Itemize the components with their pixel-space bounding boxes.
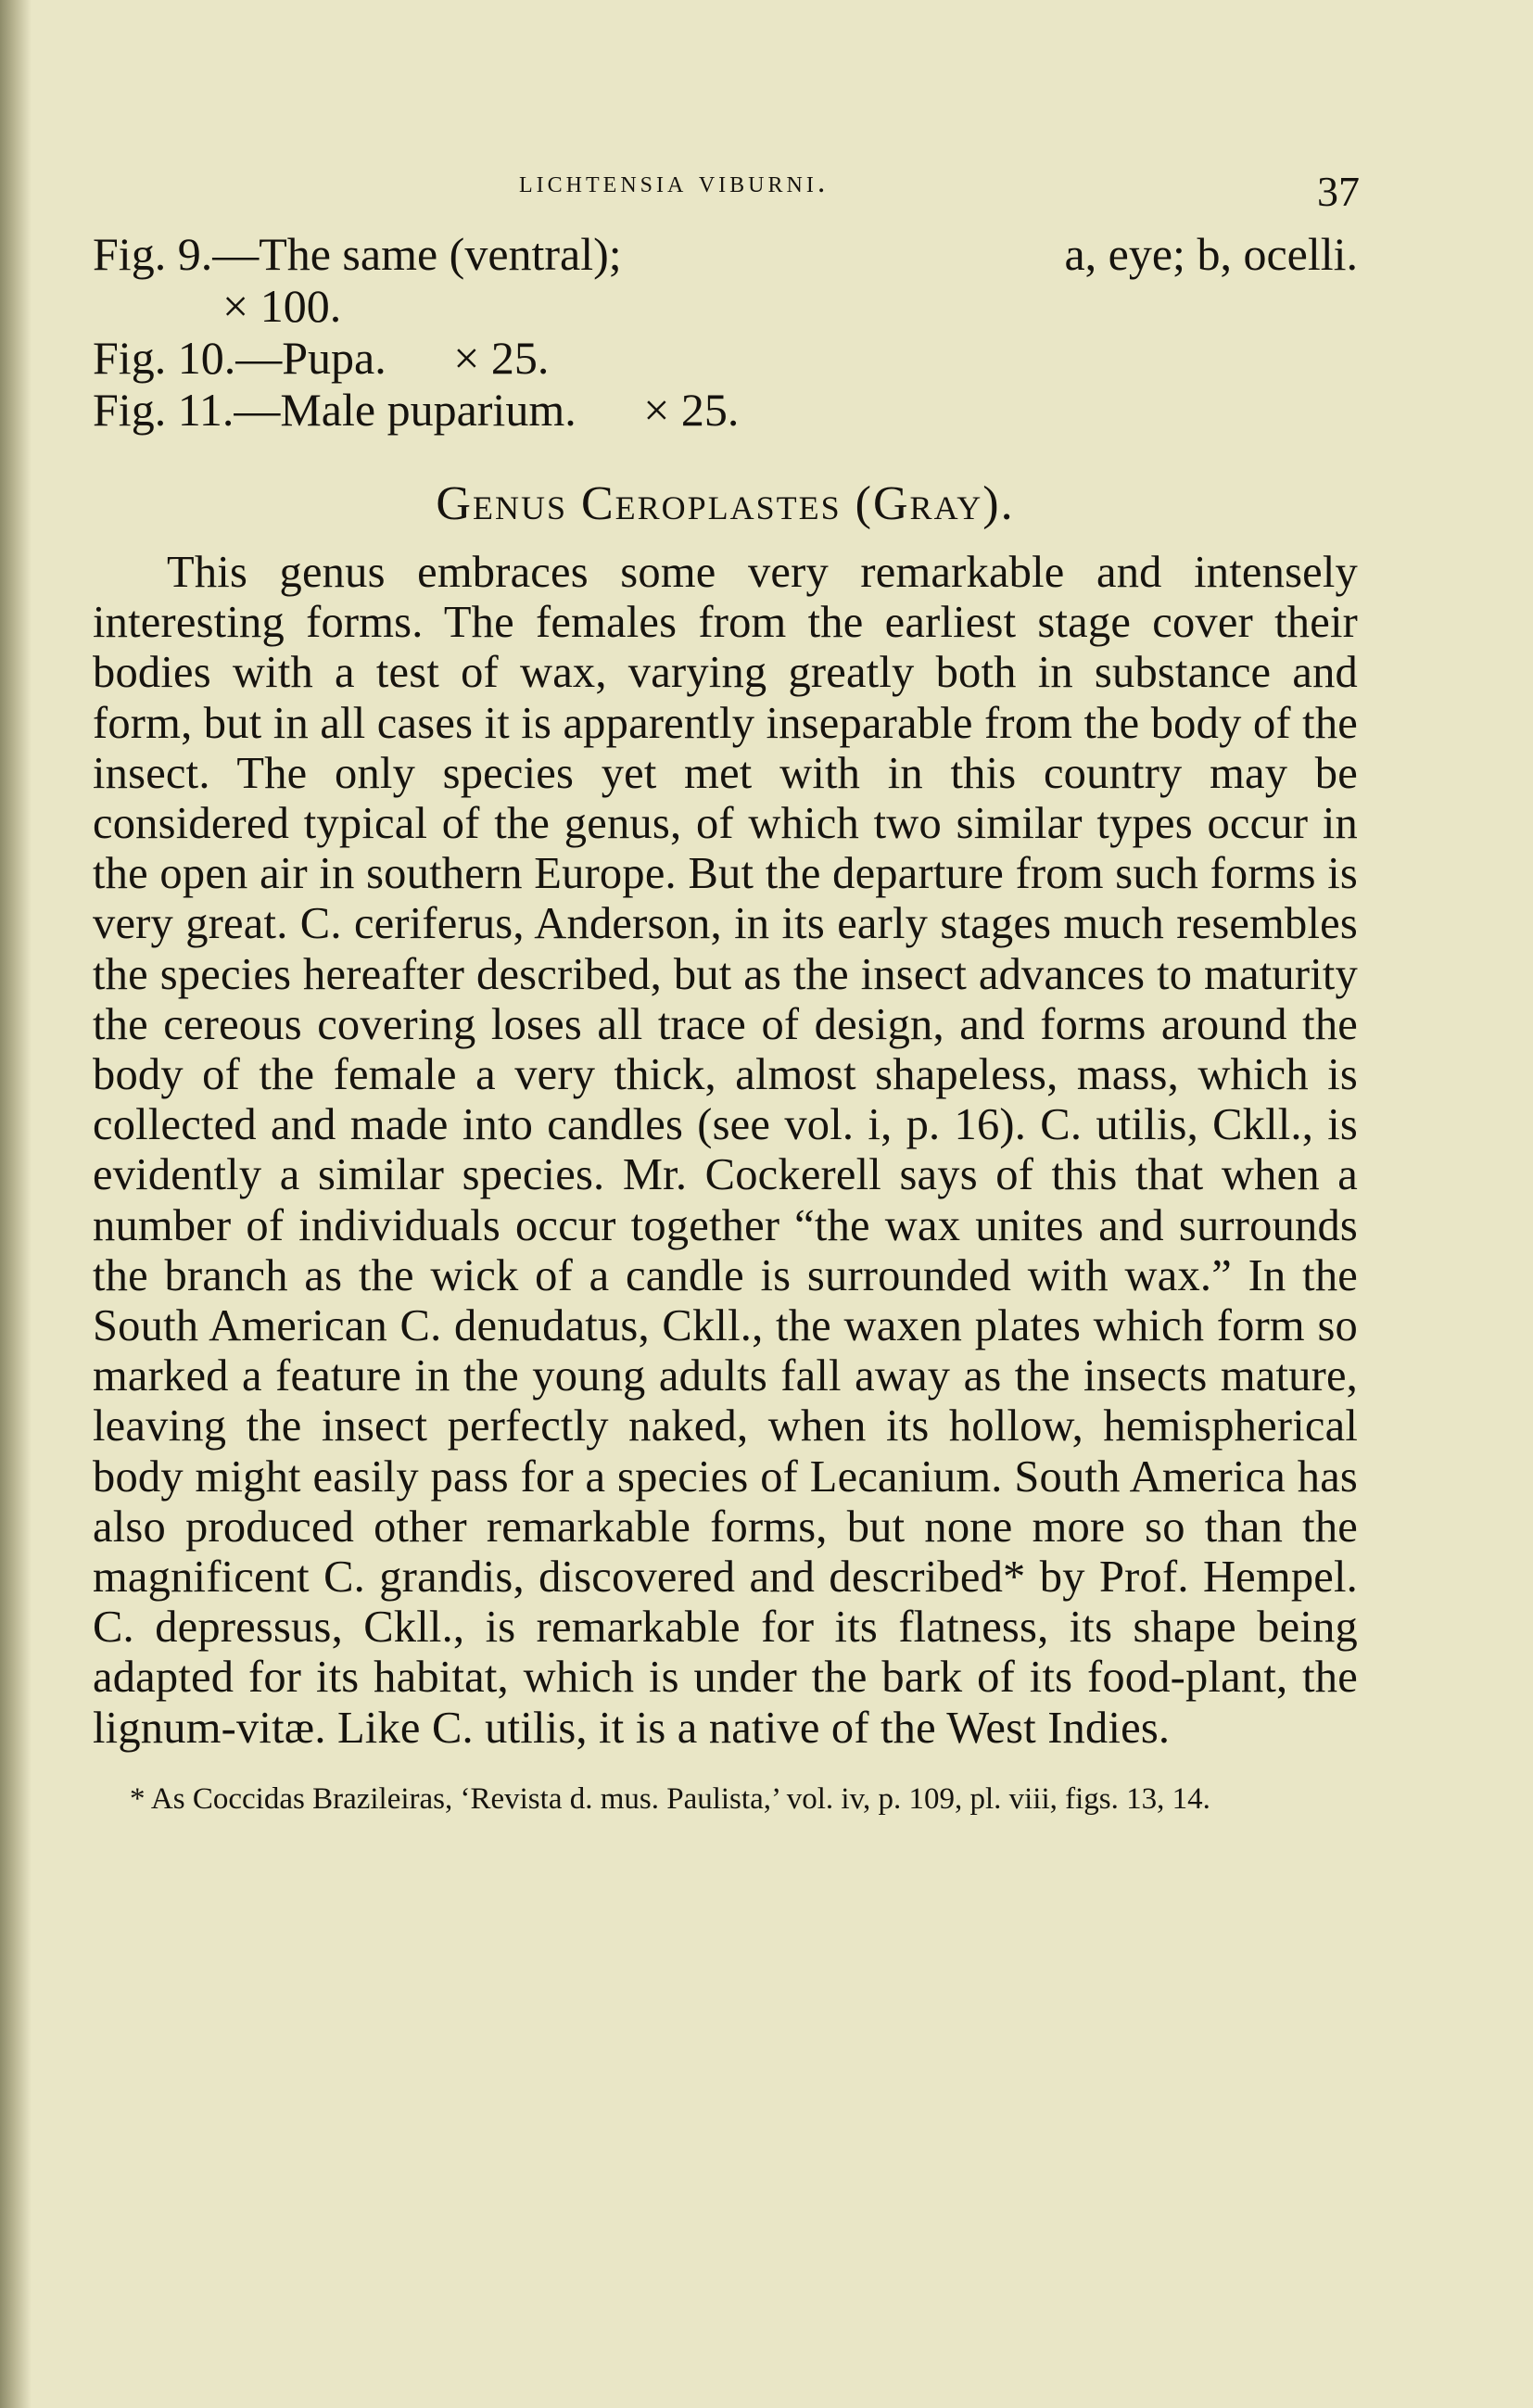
- figure-caption-detail: [1064, 228, 1358, 280]
- figure-caption-9-cont: × 100.: [222, 280, 342, 332]
- figure-captions: [93, 228, 1358, 436]
- figure-caption-detail-text: a, eye; b, ocelli.: [1064, 228, 1358, 280]
- page-number: 37: [1317, 168, 1360, 215]
- page-gutter-shadow: [0, 0, 32, 2408]
- footnote: * As Coccidas Brazileiras, ‘Revista d. mus. Paulista,’ vol. iv, p. 109, pl. viii, figs. 13, 14.: [130, 1781, 1210, 1816]
- figure-caption-label: Fig. 10.—Pupa.: [93, 332, 386, 384]
- running-title: lichtensia viburni.: [519, 165, 830, 199]
- figure-caption-9: [93, 228, 1358, 280]
- figure-caption-label: Fig. 11.—Male puparium.: [93, 384, 576, 436]
- book-page: [93, 156, 1358, 1817]
- figure-caption-detail: × 25.: [643, 384, 740, 436]
- body-paragraph: This genus embraces some very remarkable and intensely interesting forms. The females from the earliest stage cover their bodies with a test of wax, varying greatly both in substance and form, but in all cases it is apparently inseparable from the body of the insect. The only species yet met with in this country may be considered typical of the genus, of which two similar types occur in the open air in southern Europe. But the departure from such forms is very great. C. ceriferus, Anderson, in its early stages much resembles the species hereafter described, but as the insect advances to maturity the cereous covering loses all trace of design, and forms around the body of the female a very thick, almost shapeless, mass, which is collected and made into candles (see vol. i, p. 16). C. utilis, Ckll., is evidently a similar species. Mr. Cockerell says of this that when a number of individuals occur together “the wax unites and surrounds the branch as the wick of a candle is surrounded with wax.” In the South American C. denudatus, Ckll., the waxen plates which form so marked a feature in the young adults fall away as the insects mature, leaving the insect perfectly naked, when its hollow, hemispherical body might easily pass for a species of Lecanium. South America has also produced other remarkable forms, but none more so than the magnificent C. grandis, discovered and described* by Prof. Hempel. C. depressus, Ckll., is remarkable for its flatness, its shape being adapted for its habitat, which is under the bark of its food-plant, the lignum-vitæ. Like C. utilis, it is a native of the West Indies.: [93, 548, 1358, 1753]
- figure-caption-11: [93, 384, 1358, 436]
- figure-caption-10: [93, 332, 1358, 384]
- figure-caption-label: Fig. 9.—The same (ventral);: [93, 228, 622, 280]
- figure-caption-detail: × 25.: [453, 332, 550, 384]
- running-head: [93, 156, 1358, 221]
- section-heading: Genus Ceroplastes (Gray).: [436, 477, 1015, 530]
